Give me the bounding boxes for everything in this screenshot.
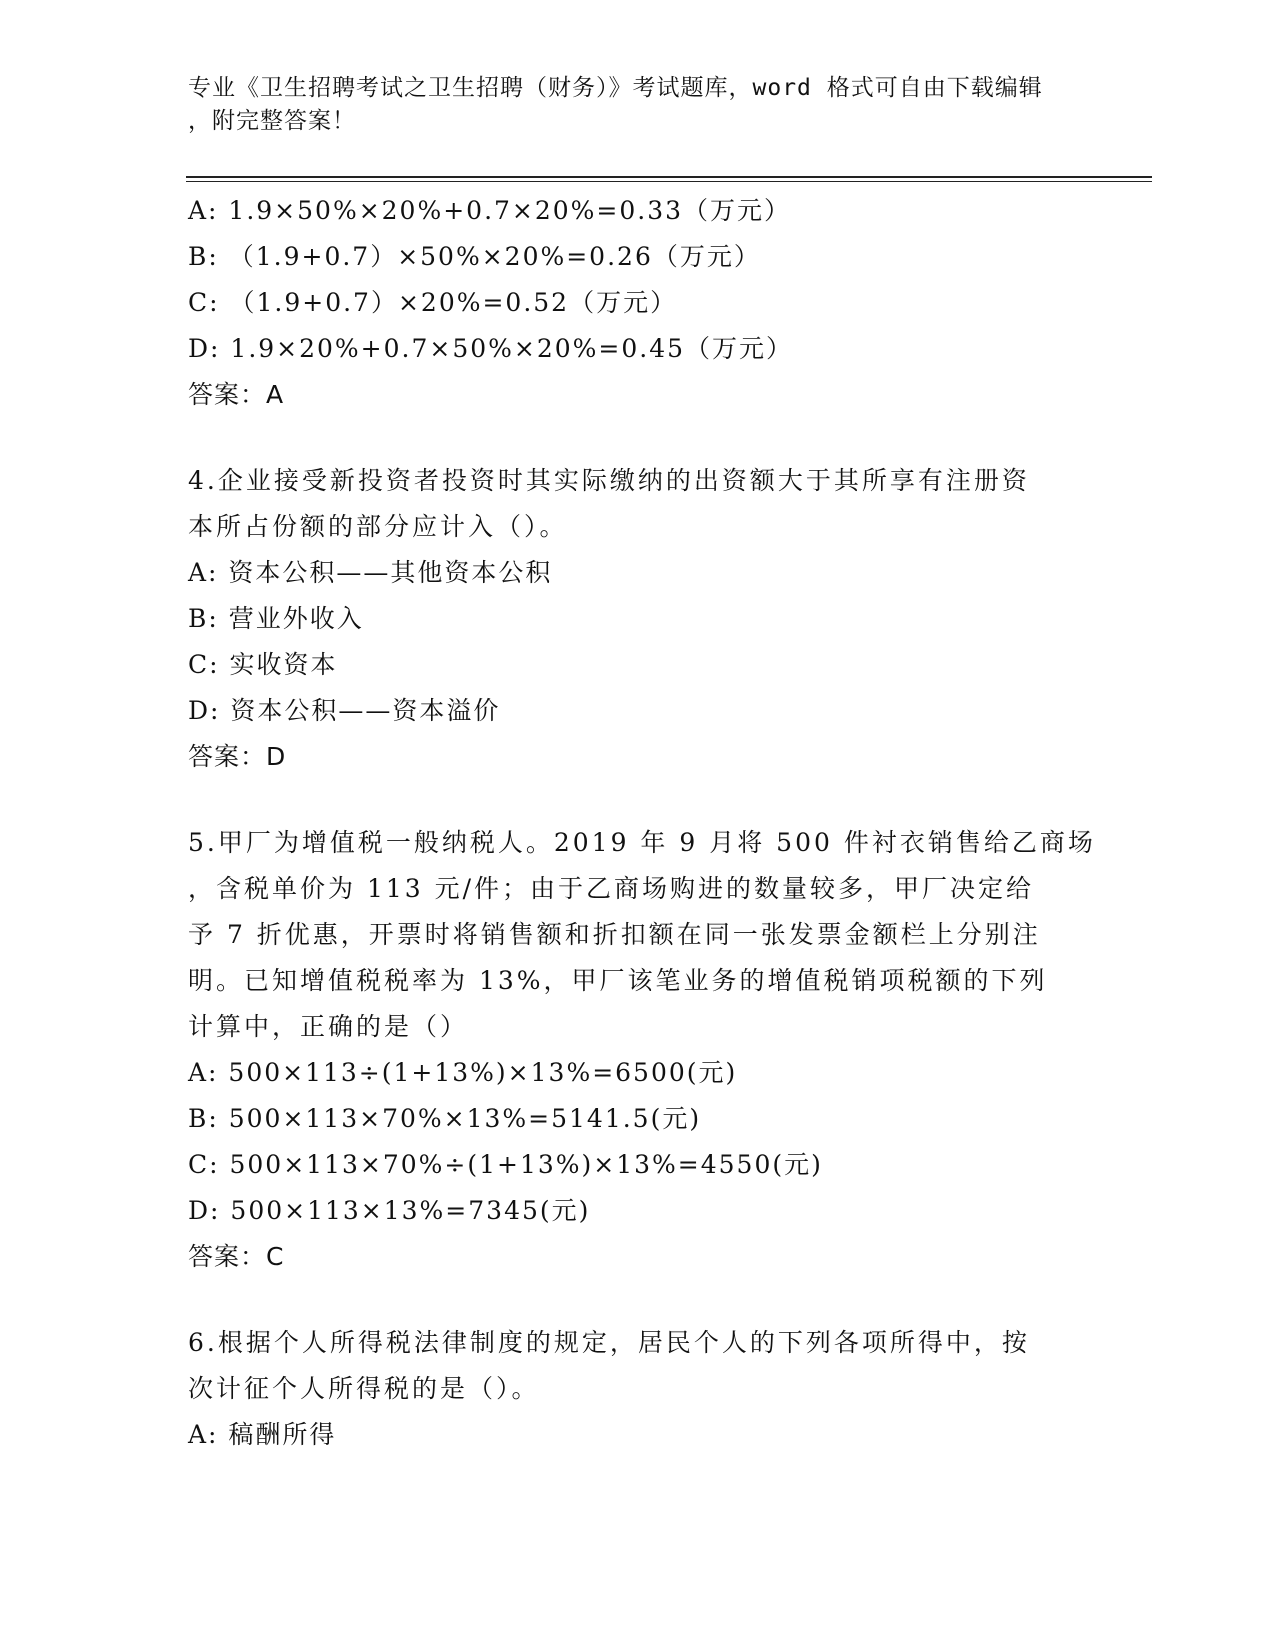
question-text-line: 计算中，正确的是（）: [188, 1012, 469, 1041]
option-b: B: （1.9+0.7）×50%×20%=0.26（万元）: [188, 242, 761, 271]
answer: 答案：A: [188, 380, 285, 409]
option-a: A: 500×113÷(1+13%)×13%=6500(元): [188, 1058, 738, 1087]
option-a: A: 1.9×50%×20%+0.7×20%=0.33（万元）: [188, 196, 792, 225]
option-d: D: 500×113×13%=7345(元): [188, 1196, 591, 1225]
question-text-line: 6.根据个人所得税法律制度的规定，居民个人的下列各项所得中，按: [188, 1328, 1030, 1357]
header-line-1: 专业《卫生招聘考试之卫生招聘（财务）》考试题库，word 格式可自由下载编辑: [188, 75, 1043, 101]
question-text-line: ，含税单价为 113 元/件；由于乙商场购进的数量较多，甲厂决定给: [188, 874, 1035, 903]
answer: 答案：C: [188, 1242, 285, 1271]
document-header: [188, 72, 1068, 138]
option-c: C: 实收资本: [188, 650, 338, 679]
question-spacer: [188, 418, 1068, 458]
question-5: [188, 820, 1096, 1280]
question-4: [188, 458, 1068, 780]
option-a: A: 稿酬所得: [188, 1420, 337, 1449]
option-d: D: 1.9×20%+0.7×50%×20%=0.45（万元）: [188, 334, 794, 363]
question-6: [188, 1320, 1068, 1458]
question-text-line: 予 7 折优惠，开票时将销售额和折扣额在同一张发票金额栏上分别注: [188, 920, 1041, 949]
option-c: C: （1.9+0.7）×20%=0.52（万元）: [188, 288, 678, 317]
question-text-line: 明。已知增值税税率为 13%，甲厂该笔业务的增值税销项税额的下列: [188, 966, 1048, 995]
question-spacer: [188, 780, 1068, 820]
header-divider-thin: [186, 181, 1152, 182]
question-text-line: 4.企业接受新投资者投资时其实际缴纳的出资额大于其所享有注册资: [188, 466, 1030, 495]
question-list: [188, 188, 1096, 1458]
option-b: B: 营业外收入: [188, 604, 364, 633]
option-b: B: 500×113×70%×13%=5141.5(元): [188, 1104, 702, 1133]
header-line-2: ，附完整答案！: [188, 108, 356, 134]
option-d: D: 资本公积——资本溢价: [188, 696, 501, 725]
answer: 答案：D: [188, 742, 287, 771]
option-c: C: 500×113×70%÷(1+13%)×13%=4550(元): [188, 1150, 823, 1179]
question-text-line: 次计征个人所得税的是（）。: [188, 1374, 540, 1403]
question-text-line: 本所占份额的部分应计入（）。: [188, 512, 568, 541]
question-spacer: [188, 1280, 1068, 1320]
question-3: [188, 188, 1068, 418]
question-text-line: 5.甲厂为增值税一般纳税人。2019 年 9 月将 500 件衬衣销售给乙商场: [188, 828, 1096, 857]
header-divider-thick: [186, 176, 1152, 178]
option-a: A: 资本公积——其他资本公积: [188, 558, 553, 587]
